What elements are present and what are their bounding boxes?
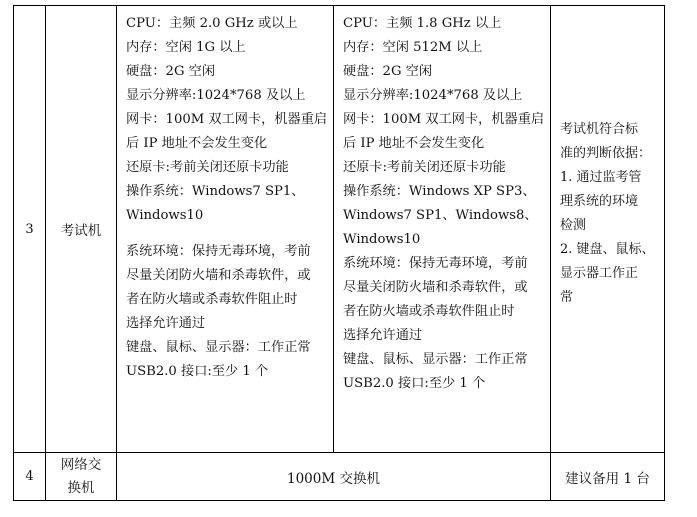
recommended-config-line: CPU：主频 2.0 GHz 或以上 xyxy=(126,16,298,31)
recommended-config-line: 尽量关闭防火墙和杀毒软件，或 xyxy=(126,268,311,283)
minimum-config-line: 后 IP 地址不会发生变化 xyxy=(343,136,485,151)
minimum-config-line: 系统环境：保持无毒环境，考前 xyxy=(343,256,528,271)
switch-spec: 1000M 交换机 xyxy=(117,453,551,501)
minimum-config-cell xyxy=(334,6,551,453)
table-row xyxy=(14,6,665,453)
minimum-config-lines xyxy=(334,6,550,396)
row-number: 3 xyxy=(14,6,46,453)
minimum-config-line: 操作系统：Windows XP SP3、 xyxy=(343,184,536,199)
note-line: 理系统的环境 xyxy=(560,194,639,209)
recommended-config-line: 系统环境：保持无毒环境，考前 xyxy=(126,244,311,259)
minimum-config-line: 硬盘：2G 空闲 xyxy=(343,64,433,79)
item-name-line: 换机 xyxy=(67,479,95,496)
recommended-config-line: 网卡：100M 双工网卡，机器重启 xyxy=(126,112,327,127)
minimum-config-line: 网卡：100M 双工网卡，机器重启 xyxy=(343,112,544,127)
note-line: 常 xyxy=(560,290,574,305)
minimum-config-line: 键盘、鼠标、显示器：工作正常 xyxy=(343,352,528,367)
note-line: 显示器工作正 xyxy=(560,266,639,281)
note-line: 考试机符合标 xyxy=(560,122,639,137)
recommended-config-line: 还原卡:考前关闭还原卡功能 xyxy=(126,160,289,175)
minimum-config-line: 选择允许通过 xyxy=(343,328,423,343)
note-line: 检测 xyxy=(560,218,587,233)
note-lines xyxy=(551,118,664,310)
recommended-config-line: 键盘、鼠标、显示器：工作正常 xyxy=(126,340,311,355)
recommended-config-line: 者在防火墙或杀毒软件阻止时 xyxy=(126,292,298,307)
minimum-config-line: USB2.0 接口:至少 1 个 xyxy=(343,376,486,391)
minimum-config-line: 还原卡:考前关闭还原卡功能 xyxy=(343,160,506,175)
table-row xyxy=(14,453,665,501)
minimum-config-line: CPU：主频 1.8 GHz 以上 xyxy=(343,16,502,31)
recommended-config-line: 内存：空闲 1G 以上 xyxy=(126,40,246,55)
minimum-config-line: 内存：空闲 512M 以上 xyxy=(343,40,483,55)
recommended-config-lines xyxy=(117,6,333,384)
item-name-line: 网络交 xyxy=(60,456,102,473)
item-name xyxy=(46,453,117,501)
requirements-table xyxy=(13,5,665,501)
recommended-config-line: 显示分辨率:1024*768 及以上 xyxy=(126,88,306,103)
recommended-config-line xyxy=(126,228,327,240)
recommended-config-line: Windows10 xyxy=(126,208,204,223)
row-number: 4 xyxy=(14,453,46,501)
minimum-config-line: 尽量关闭防火墙和杀毒软件，或 xyxy=(343,280,528,295)
note-line: 2. 键盘、鼠标、 xyxy=(560,242,655,257)
note-cell xyxy=(551,6,665,453)
minimum-config-line: Windows7 SP1、Windows8、 xyxy=(343,208,538,223)
recommended-config-line: 选择允许通过 xyxy=(126,316,206,331)
item-name: 考试机 xyxy=(46,6,117,453)
switch-note: 建议备用 1 台 xyxy=(551,453,665,501)
recommended-config-line: 操作系统：Windows7 SP1、 xyxy=(126,184,305,199)
recommended-config-cell xyxy=(117,6,334,453)
recommended-config-line: 后 IP 地址不会发生变化 xyxy=(126,136,268,151)
note-line: 准的判断依据： xyxy=(560,146,652,161)
recommended-config-line: USB2.0 接口:至少 1 个 xyxy=(126,364,269,379)
recommended-config-line: 硬盘：2G 空闲 xyxy=(126,64,216,79)
minimum-config-line: 者在防火墙或杀毒软件阻止时 xyxy=(343,304,515,319)
note-line: 1. 通过监考管 xyxy=(560,170,642,185)
minimum-config-line: 显示分辨率:1024*768 及以上 xyxy=(343,88,523,103)
minimum-config-line: Windows10 xyxy=(343,232,421,247)
